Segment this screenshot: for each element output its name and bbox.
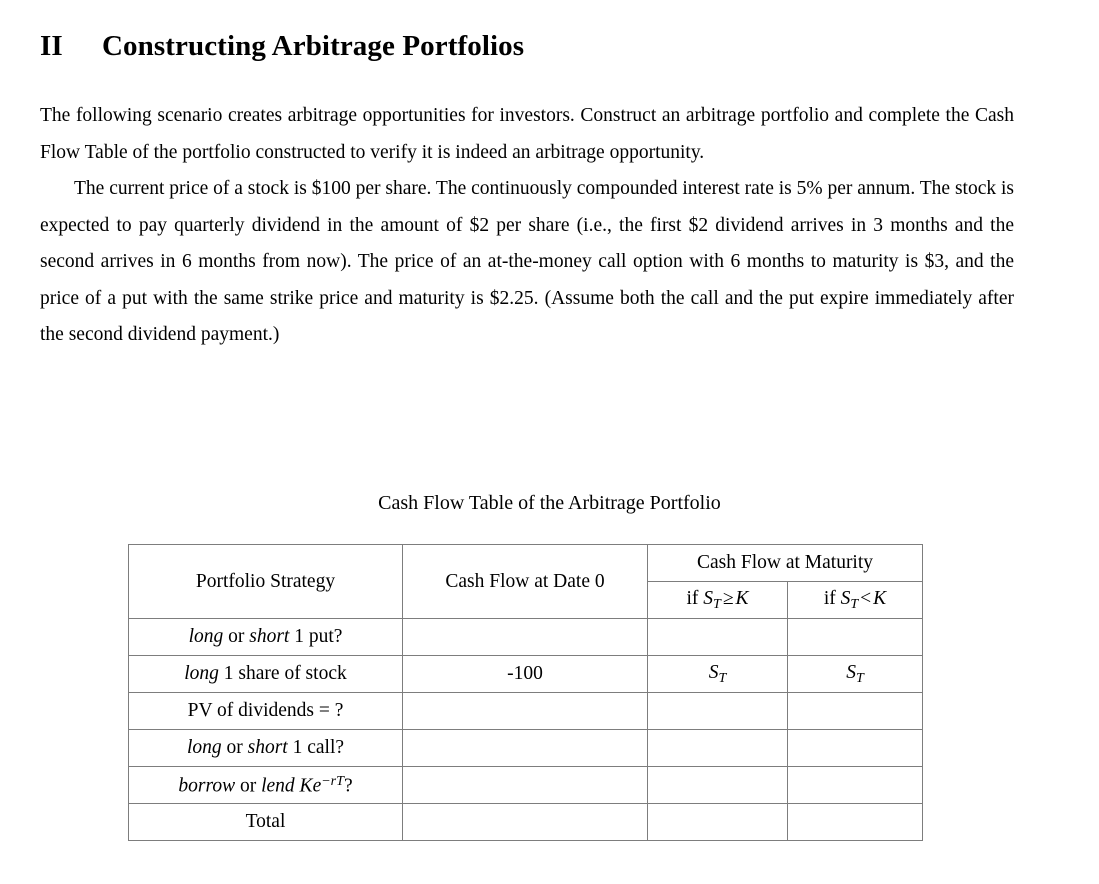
cell-maturity-up-total[interactable] [648,804,788,841]
header-portfolio-strategy: Portfolio Strategy [129,545,403,619]
cell-maturity-down-dividends[interactable] [788,693,923,730]
table-header-row-main [129,545,923,582]
cell-date0-borrow-lend[interactable] [403,767,648,804]
header-cash-flow-maturity: Cash Flow at Maturity [648,545,923,582]
cell-maturity-up-call[interactable] [648,730,788,767]
cell-maturity-down-put[interactable] [788,619,923,656]
cell-strategy-stock: long 1 share of stock [129,656,403,693]
header-maturity-up: if $S_T \ge K$ [648,582,788,619]
table-row [129,730,923,767]
page-title: Constructing Arbitrage Portfolios [102,30,525,62]
section-heading [40,30,1040,63]
table-row [129,693,923,730]
cell-strategy-total: Total [129,804,403,841]
cell-maturity-up-stock[interactable]: $S_T$ [648,656,788,693]
table-row [129,656,923,693]
cell-date0-stock[interactable]: -100 [403,656,648,693]
cell-maturity-down-call[interactable] [788,730,923,767]
paragraph-1: The following scenario creates arbitrage opportunities for investors. Construct an arbitrage portfolio and complete the Cash Flow Table of the portfolio constructed to verify it is indeed an arbitrage opportunity. [40,105,1014,163]
cell-strategy-call: long or short 1 call? [129,730,403,767]
body-text [40,98,1014,354]
cell-maturity-up-put[interactable] [648,619,788,656]
section-number: II [40,30,63,62]
cell-strategy-put: long or short 1 put? [129,619,403,656]
cash-flow-table [128,544,923,841]
table-row [129,804,923,841]
cell-maturity-down-stock[interactable]: $S_T$ [788,656,923,693]
header-maturity-down: if $S_T < K$ [788,582,923,619]
cell-maturity-down-total[interactable] [788,804,923,841]
cell-strategy-borrow-lend: borrow or lend $Ke^{-rT}$? [129,767,403,804]
table-caption: Cash Flow Table of the Arbitrage Portfolio [378,492,721,514]
cell-date0-call[interactable] [403,730,648,767]
paragraph-2: The current price of a stock is $100 per share. The continuously compounded interest rate is 5% per annum. The stock is expected to pay quarterly dividend in the amount of $2 per share (i.e., the first $2 dividend arrives in 3 months and the second arrives in 6 months from now). The price of an at-the-money call option with 6 months to maturity is $3, and the price of a put with the same strike price and maturity is $2.25. (Assume both the call and the put expire immediately after the second dividend payment.) [40,178,1014,345]
cell-date0-put[interactable] [403,619,648,656]
table-body [129,619,923,841]
header-cash-flow-date-0: Cash Flow at Date 0 [403,545,648,619]
table-row [129,619,923,656]
cash-flow-table-wrapper [128,544,922,841]
cell-maturity-down-borrow-lend[interactable] [788,767,923,804]
table-row [129,767,923,804]
cell-strategy-dividends: PV of dividends = ? [129,693,403,730]
cell-maturity-up-dividends[interactable] [648,693,788,730]
cell-maturity-up-borrow-lend[interactable] [648,767,788,804]
table-head [129,545,923,619]
cell-date0-dividends[interactable] [403,693,648,730]
cell-date0-total[interactable] [403,804,648,841]
